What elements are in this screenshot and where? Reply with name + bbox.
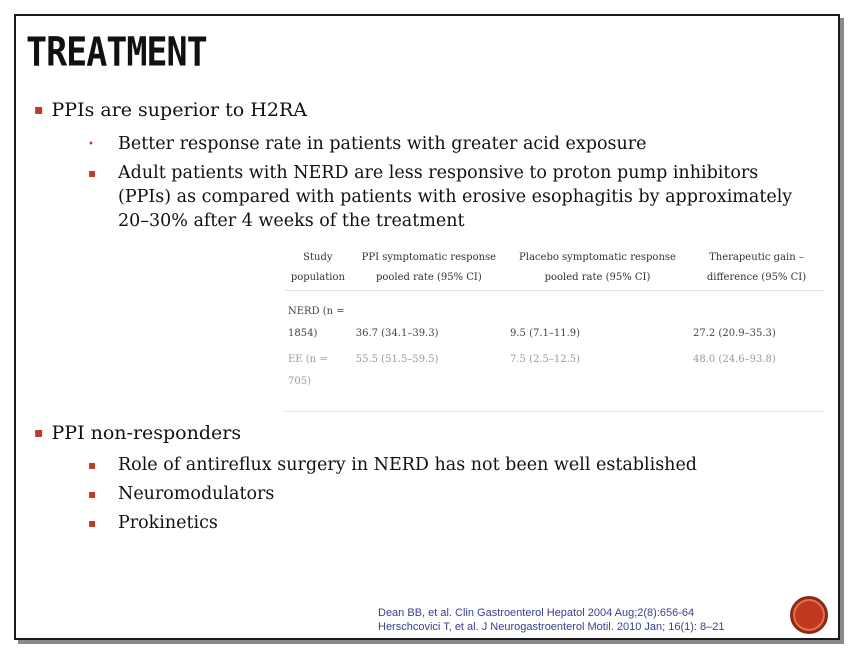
table-cell: 7.5 (2.5–12.5)	[510, 354, 581, 365]
reference-line: Herschcovici T, et al. J Neurogastroenterol Motil. 2010 Jan; 16(1): 8–21	[378, 621, 725, 633]
response-rate-table	[284, 246, 824, 412]
bullet-ppi-non-responders	[34, 422, 241, 444]
table-row	[284, 347, 824, 395]
sub-bullet-antireflux-surgery	[88, 453, 808, 477]
table-cell: 36.7 (34.1–39.3)	[355, 328, 439, 339]
table-header: Placebo symptomatic response pooled rate (95% CI)	[506, 246, 689, 291]
table-cell: 9.5 (7.1–11.9)	[510, 328, 581, 339]
square-bullet-icon: ▪	[88, 458, 97, 472]
sub-bullet-text: Neuromodulators	[118, 484, 275, 504]
table-cell: NERD (n = 1854)	[288, 306, 345, 339]
table-header: Study population	[284, 246, 352, 291]
square-bullet-icon: ▪	[34, 425, 44, 441]
table-cell: EE (n = 705)	[288, 354, 328, 387]
references	[378, 606, 724, 634]
bullet-text: PPIs are superior to H2RA	[51, 99, 307, 121]
table-header: PPI symptomatic response pooled rate (95% CI)	[352, 246, 506, 291]
bullet-ppis-superior	[34, 99, 307, 121]
decorative-circle-icon	[790, 596, 828, 634]
reference-line: Dean BB, et al. Clin Gastroenterol Hepatol 2004 Aug;2(8):656-64	[378, 607, 695, 619]
sub-bullet-text: Adult patients with NERD are less responsive to proton pump inhibitors (PPIs) as compared with patients with erosive esophagitis by approximately 20–30% after 4 weeks of the treatment	[118, 163, 793, 231]
table-header-row	[284, 246, 824, 291]
square-bullet-icon: ▪	[88, 487, 97, 501]
sub-bullet-nerd-responsive	[88, 161, 808, 233]
table-cell: 27.2 (20.9–35.3)	[692, 328, 776, 339]
slide	[14, 14, 840, 640]
sub-bullet-text: Role of antireflux surgery in NERD has not been well established	[118, 455, 698, 475]
table-header: Therapeutic gain – difference (95% CI)	[689, 246, 824, 291]
slide-title: TREATMENT	[26, 30, 207, 76]
sub-bullet-text: Better response rate in patients with greater acid exposure	[118, 134, 647, 154]
table-cell: 48.0 (24.6–93.8)	[692, 354, 776, 365]
bullet-text: PPI non-responders	[51, 422, 242, 444]
table-cell: 55.5 (51.5–59.5)	[355, 354, 439, 365]
sub-bullet-prokinetics	[88, 511, 808, 535]
square-bullet-icon: ▪	[34, 102, 44, 118]
sub-bullet-text: Prokinetics	[118, 513, 218, 533]
square-bullet-icon: ▪	[88, 516, 97, 530]
table-row	[284, 291, 824, 348]
sub-bullet-neuromodulators	[88, 482, 808, 506]
square-bullet-icon: ▪	[88, 166, 97, 180]
sub-bullet-response-rate	[88, 132, 808, 156]
dot-bullet-icon: •	[88, 139, 94, 150]
